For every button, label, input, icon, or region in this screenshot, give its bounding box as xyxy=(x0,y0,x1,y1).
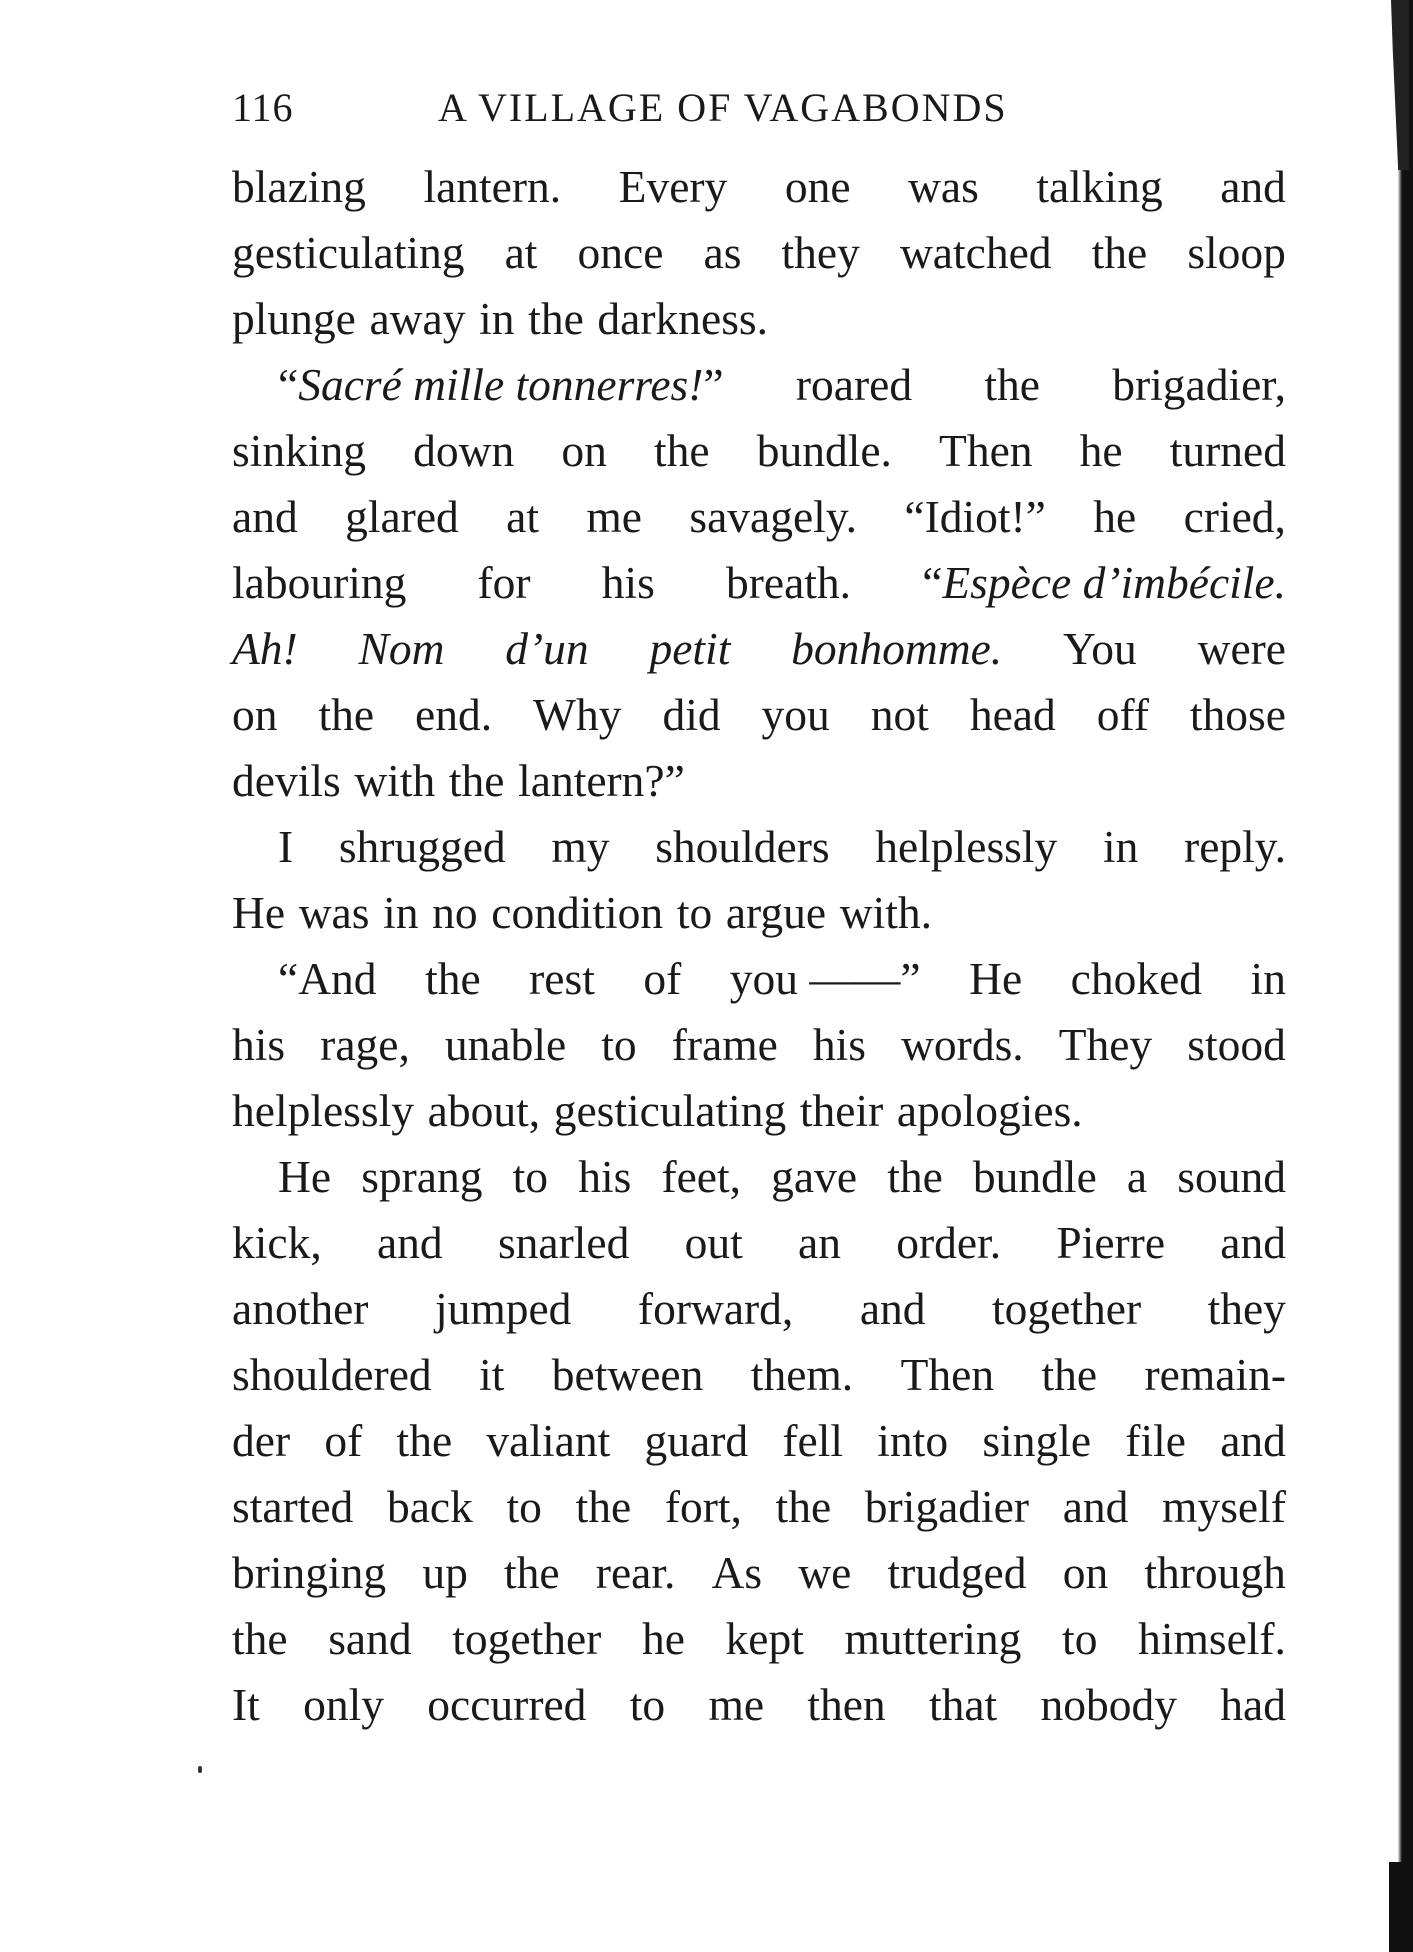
word: snarled xyxy=(497,1217,630,1268)
word: sprang xyxy=(361,1151,483,1202)
word: You xyxy=(1062,623,1137,674)
word: an xyxy=(798,1217,841,1268)
word: them. xyxy=(750,1349,854,1400)
text-line xyxy=(232,1408,1286,1474)
word: argue xyxy=(725,887,827,938)
word: the xyxy=(653,425,710,476)
word: stood xyxy=(1187,1019,1286,1070)
word: muttering xyxy=(844,1613,1022,1664)
text-line xyxy=(232,352,1286,418)
word: in xyxy=(383,887,419,938)
word: devils xyxy=(232,755,341,806)
word: brigadier xyxy=(864,1481,1030,1532)
text-line xyxy=(232,418,1286,484)
word: together xyxy=(452,1613,602,1664)
word: once xyxy=(577,227,664,278)
word: no xyxy=(432,887,478,938)
text-line xyxy=(232,1342,1286,1408)
word: head xyxy=(969,689,1056,740)
word: and xyxy=(1220,1415,1286,1466)
word: apologies. xyxy=(896,1085,1083,1136)
word: occurred xyxy=(427,1679,587,1730)
word: about, xyxy=(427,1085,541,1136)
running-title: A VILLAGE OF VAGABONDS xyxy=(438,85,1008,130)
word: the xyxy=(1041,1349,1098,1400)
word: you ——” xyxy=(729,953,921,1004)
word: for xyxy=(477,557,531,608)
word: turned xyxy=(1169,425,1286,476)
word: in xyxy=(1250,953,1286,1004)
word: remain- xyxy=(1144,1349,1286,1400)
word: on xyxy=(561,425,607,476)
word: cried, xyxy=(1183,491,1286,542)
word: we xyxy=(798,1547,852,1598)
word: as xyxy=(703,227,742,278)
word: end. xyxy=(415,689,493,740)
word: myself xyxy=(1162,1481,1286,1532)
word: fort, xyxy=(664,1481,742,1532)
word: and xyxy=(232,491,298,542)
word: “Espèce d’imbécile. xyxy=(922,557,1286,608)
word: rear. xyxy=(595,1547,676,1598)
word: with. xyxy=(839,887,933,938)
word: their xyxy=(799,1085,884,1136)
word: gesticulating xyxy=(553,1085,787,1136)
word: the xyxy=(396,1415,453,1466)
word: he xyxy=(1079,425,1123,476)
word: talking xyxy=(1036,161,1163,212)
word: Why xyxy=(533,689,622,740)
word: helplessly xyxy=(875,821,1058,872)
word: the xyxy=(232,1613,288,1664)
word: and xyxy=(1062,1481,1129,1532)
running-header xyxy=(232,84,1287,144)
word: choked xyxy=(1070,953,1203,1004)
word: bonhomme. xyxy=(791,623,1003,674)
text-line xyxy=(232,1606,1286,1672)
word: that xyxy=(928,1679,998,1730)
word: plunge xyxy=(232,293,356,344)
word: the xyxy=(448,755,505,806)
word: savagely. xyxy=(689,491,857,542)
word: out xyxy=(684,1217,743,1268)
word: to xyxy=(512,1151,549,1202)
word: on xyxy=(1062,1547,1109,1598)
text-line xyxy=(232,154,1286,220)
word: words. xyxy=(901,1019,1024,1070)
word: I xyxy=(278,821,294,872)
word: Every xyxy=(618,161,728,212)
word: unable xyxy=(444,1019,567,1070)
word: the xyxy=(504,1547,560,1598)
page-number: 116 xyxy=(232,85,294,130)
word: those xyxy=(1189,689,1286,740)
word: nobody xyxy=(1040,1679,1177,1730)
word: the xyxy=(775,1481,832,1532)
word: himself. xyxy=(1138,1613,1286,1664)
word: not xyxy=(870,689,929,740)
word: single xyxy=(982,1415,1092,1466)
word: gave xyxy=(771,1151,858,1202)
word: Then xyxy=(939,425,1033,476)
word: were xyxy=(1197,623,1286,674)
binding-shadow-bottom xyxy=(1389,1862,1409,1952)
text-line xyxy=(232,748,1286,814)
text-line xyxy=(232,1540,1286,1606)
word: labouring xyxy=(232,557,407,608)
word: He xyxy=(232,887,286,938)
word: in xyxy=(479,293,515,344)
word: kick, xyxy=(232,1217,322,1268)
word: shouldered xyxy=(232,1349,432,1400)
word: me xyxy=(708,1679,765,1730)
word: to xyxy=(629,1679,666,1730)
word: the xyxy=(528,293,584,344)
word: petit xyxy=(649,623,731,674)
word: away xyxy=(369,293,466,344)
word: jumped xyxy=(434,1283,572,1334)
word: feet, xyxy=(661,1151,742,1202)
word: They xyxy=(1058,1019,1153,1070)
word: lantern?” xyxy=(518,755,685,806)
word: his xyxy=(812,1019,866,1070)
word: his xyxy=(601,557,655,608)
word: the xyxy=(1091,227,1148,278)
word: Nom xyxy=(358,623,445,674)
word: the xyxy=(575,1481,632,1532)
word: only xyxy=(303,1679,384,1730)
word: to xyxy=(1062,1613,1098,1664)
word: shrugged xyxy=(338,821,506,872)
text-line xyxy=(232,1276,1286,1342)
text-line xyxy=(232,550,1286,616)
word: then xyxy=(807,1679,886,1730)
word: “Idiot!” xyxy=(904,491,1046,542)
word: trudged xyxy=(887,1547,1027,1598)
word: sinking xyxy=(232,425,366,476)
word: together xyxy=(992,1283,1142,1334)
word: to xyxy=(506,1481,542,1532)
text-line xyxy=(232,616,1286,682)
word: “And xyxy=(278,953,377,1004)
word: shoulders xyxy=(655,821,830,872)
word: into xyxy=(877,1415,949,1466)
word: through xyxy=(1144,1547,1286,1598)
text-line xyxy=(232,1474,1286,1540)
word: started xyxy=(232,1481,354,1532)
ink-speck xyxy=(198,1766,202,1773)
word: darkness. xyxy=(597,293,768,344)
word: was xyxy=(298,887,370,938)
word: of xyxy=(643,953,682,1004)
word: As xyxy=(711,1547,763,1598)
word: was xyxy=(908,161,979,212)
word: Then xyxy=(900,1349,995,1400)
word: sound xyxy=(1177,1151,1286,1202)
word: sand xyxy=(328,1613,412,1664)
word: and xyxy=(376,1217,443,1268)
word: watched xyxy=(899,227,1052,278)
word: and xyxy=(1220,161,1286,212)
word: of xyxy=(324,1415,363,1466)
text-line xyxy=(232,1672,1286,1738)
word: the xyxy=(887,1151,943,1202)
word: it xyxy=(479,1349,505,1400)
word: to xyxy=(601,1019,637,1070)
word: He xyxy=(969,953,1023,1004)
word: back xyxy=(386,1481,473,1532)
word: forward, xyxy=(637,1283,794,1334)
text-line xyxy=(232,1078,1286,1144)
text-line xyxy=(232,484,1286,550)
text-line xyxy=(232,682,1286,748)
word: the xyxy=(425,953,481,1004)
word: valiant xyxy=(486,1415,611,1466)
text-line xyxy=(232,814,1286,880)
word: had xyxy=(1220,1679,1286,1730)
text-line xyxy=(232,286,1286,352)
word: It xyxy=(232,1679,260,1730)
word: file xyxy=(1125,1415,1186,1466)
word: bringing xyxy=(232,1547,387,1598)
word: to xyxy=(676,887,713,938)
word: the xyxy=(318,689,375,740)
word: “Sacré mille tonnerres!” xyxy=(278,359,724,410)
text-line xyxy=(232,1210,1286,1276)
word: another xyxy=(232,1283,369,1334)
word: the xyxy=(984,359,1040,410)
text-line xyxy=(232,880,1286,946)
word: one xyxy=(784,161,851,212)
word: Ah! xyxy=(232,623,298,674)
word: a xyxy=(1126,1151,1148,1202)
word: me xyxy=(586,491,642,542)
page-binding-edge xyxy=(1391,0,1413,1952)
word: condition xyxy=(491,887,664,938)
word: breath. xyxy=(725,557,852,608)
word: Pierre xyxy=(1056,1217,1166,1268)
word: at xyxy=(504,227,538,278)
word: and xyxy=(1220,1217,1286,1268)
text-line xyxy=(232,1144,1286,1210)
word: blazing xyxy=(232,161,366,212)
word: bundle xyxy=(972,1151,1097,1202)
word: frame xyxy=(671,1019,778,1070)
text-line xyxy=(232,946,1286,1012)
word: brigadier, xyxy=(1112,359,1286,410)
word: his xyxy=(578,1151,632,1202)
word: they xyxy=(1207,1283,1286,1334)
word: kept xyxy=(725,1613,804,1664)
word: gesticulating xyxy=(232,227,465,278)
word: order. xyxy=(896,1217,1002,1268)
word: his xyxy=(232,1019,286,1070)
word: down xyxy=(413,425,515,476)
word: on xyxy=(232,689,278,740)
word: lantern. xyxy=(423,161,562,212)
word: fell xyxy=(782,1415,844,1466)
word: up xyxy=(422,1547,468,1598)
word: guard xyxy=(644,1415,749,1466)
word: d’un xyxy=(505,623,589,674)
word: he xyxy=(641,1613,685,1664)
word: at xyxy=(506,491,540,542)
word: sloop xyxy=(1187,227,1286,278)
word: der xyxy=(232,1415,291,1466)
word: my xyxy=(551,821,610,872)
word: they xyxy=(781,227,860,278)
word: he xyxy=(1093,491,1137,542)
word: He xyxy=(278,1151,332,1202)
word: roared xyxy=(795,359,913,410)
word: helplessly xyxy=(232,1085,414,1136)
word: rest xyxy=(529,953,595,1004)
word: rage, xyxy=(320,1019,410,1070)
word: glared xyxy=(345,491,459,542)
word: in xyxy=(1102,821,1139,872)
word: you xyxy=(761,689,830,740)
text-line xyxy=(232,220,1286,286)
body-text xyxy=(232,154,1286,1738)
word: between xyxy=(551,1349,704,1400)
word: with xyxy=(354,755,436,806)
word: did xyxy=(662,689,721,740)
word: off xyxy=(1096,689,1149,740)
text-line xyxy=(232,1012,1286,1078)
word: and xyxy=(859,1283,926,1334)
word: reply. xyxy=(1184,821,1286,872)
word: bundle. xyxy=(756,425,892,476)
